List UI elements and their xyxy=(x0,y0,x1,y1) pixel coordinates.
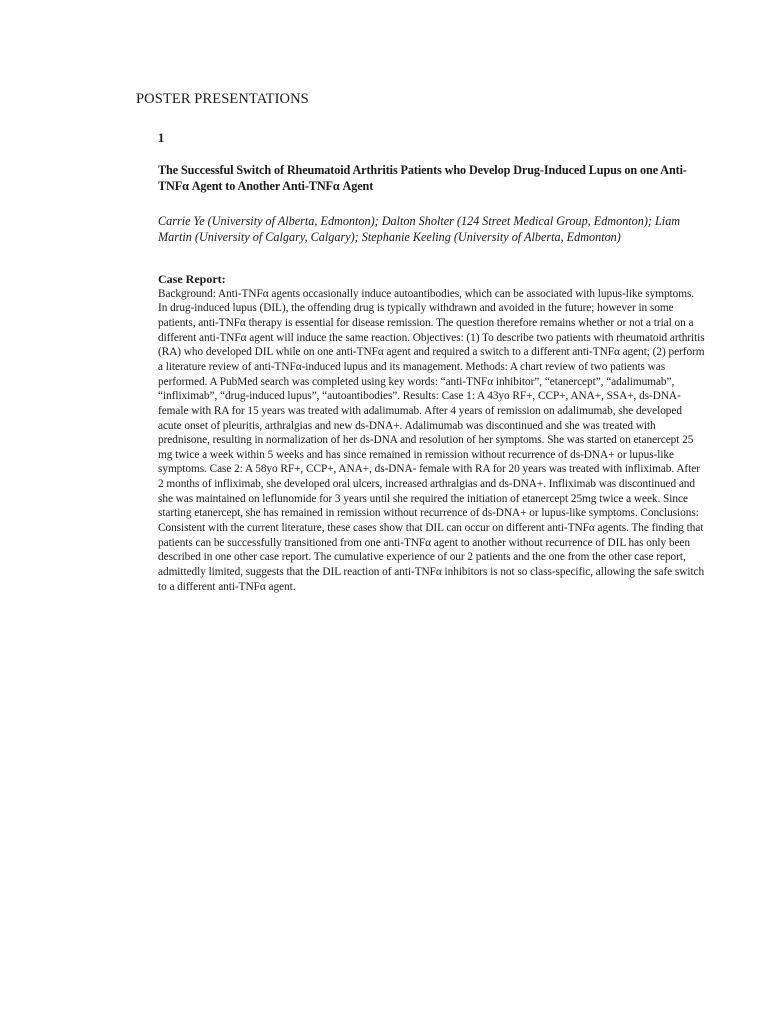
abstract-number: 1 xyxy=(158,131,165,145)
abstract-title: The Successful Switch of Rheumatoid Arthritis Patients who Develop Drug-Induced Lupus on one Anti-TNFα Agent to Another Anti-TNFα Agent xyxy=(158,163,687,193)
case-report-label: Case Report: xyxy=(158,272,226,286)
abstract xyxy=(158,130,706,594)
abstract-authors: Carrie Ye (University of Alberta, Edmonton); Dalton Sholter (124 Street Medical Group, Edmonton); Liam Martin (University of Calgary, Calgary); Stephanie Keeling (University of Alberta, Edmonton) xyxy=(158,214,681,244)
section-heading: POSTER PRESENTATIONS xyxy=(136,91,309,107)
abstract-body: Background: Anti-TNFα agents occasionally induce autoantibodies, which can be associated with lupus-like symptoms. In drug-induced lupus (DIL), the offending drug is typically withdrawn and avoided in the future; however in some patients, anti-TNFα therapy is essential for disease remission. The question therefore remains whether or not a trial on a different anti-TNFα agent will induce the same reaction. Objectives: (1) To describe two patients with rheumatoid arthritis (RA) who developed DIL while on one anti-TNFα agent and required a switch to a different anti-TNFα agent; (2) perform a literature review of anti-TNFα-induced lupus and its management. Methods: A chart review of two patients was performed. A PubMed search was completed using key words: “anti-TNFα inhibitor”, “etanercept”, “adalimumab”, “infliximab”, “drug-induced lupus”, “autoantibodies”. Results: Case 1: A 43yo RF+, CCP+, ANA+, SSA+, ds-DNA- female with RA for 15 years was treated with adalimumab. After 4 years of remission on adalimumab, she developed acute onset of pleuritis, arthralgias and new ds-DNA+. Adalimumab was discontinued and she was treated with prednisone, resulting in normalization of her ds-DNA and resolution of her symptoms. She was started on etanercept 25 mg twice a week within 5 weeks and has since remained in remission without recurrence of ds-DNA+ or lupus-like symptoms. Case 2: A 58yo RF+, CCP+, ANA+, ds-DNA- female with RA for 20 years was treated with infliximab. After 2 months of infliximab, she developed oral ulcers, increased arthralgias and ds-DNA+. Infliximab was discontinued and she was maintained on leflunomide for 3 years until she required the initiation of etanercept 25mg twice a week. Since starting etanercept, she has remained in remission without recurrence of ds-DNA+ or lupus-like symptoms. Conclusions: Consistent with the current literature, these cases show that DIL can occur on different anti-TNFα agents. The finding that patients can be successfully transitioned from one anti-TNFα agent to another without recurrence of DIL has only been described in one other case report. The cumulative experience of our 2 patients and the one from the other case report, admittedly limited, suggests that the DIL reaction of anti-TNFα inhibitors is not so class-specific, allowing the safe switch to a different anti-TNFα agent. xyxy=(158,287,705,593)
